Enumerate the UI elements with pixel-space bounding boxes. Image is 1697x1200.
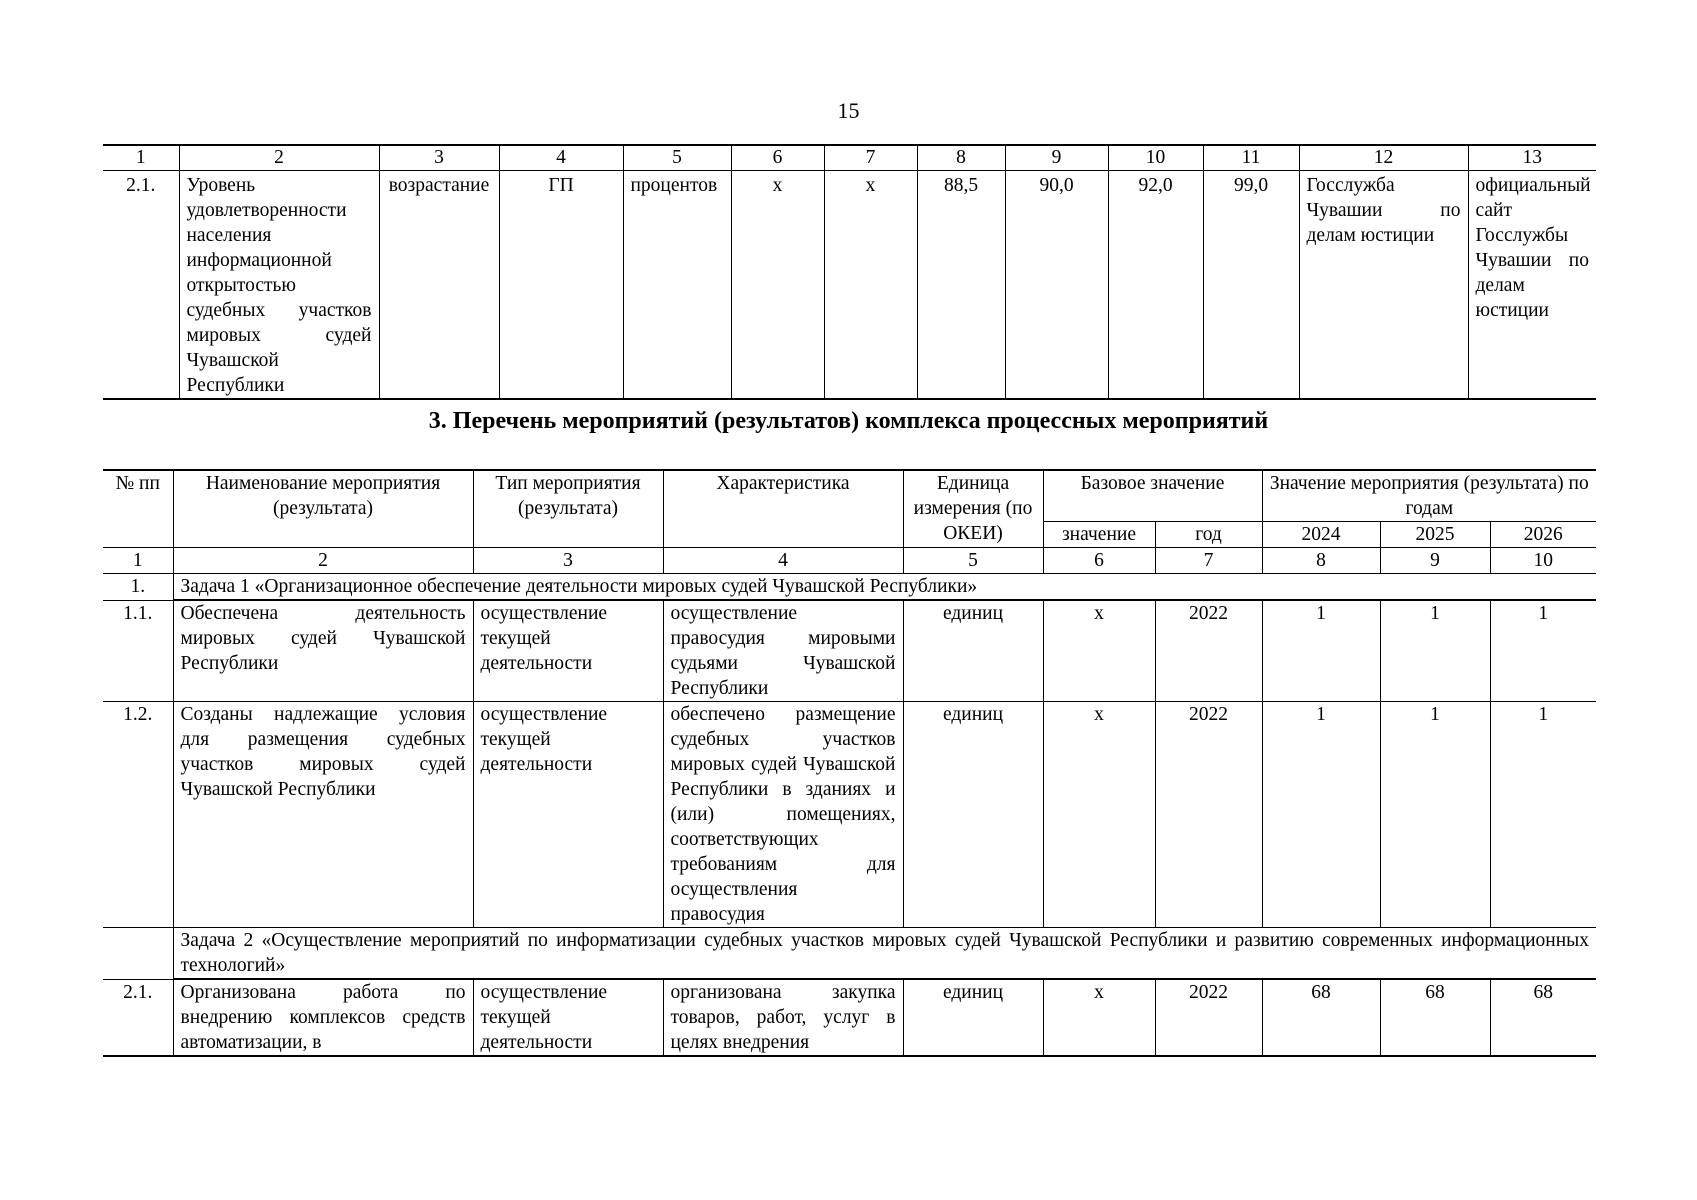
task-number — [103, 928, 173, 980]
cell-value: 99,0 — [1203, 171, 1299, 400]
column-number: 10 — [1490, 548, 1596, 574]
section-title: 3. Перечень мероприятий (результатов) комплекса процессных мероприятий — [428, 408, 1269, 434]
measures-table — [103, 469, 1596, 1057]
indicator-name: Уровень удовлетворенности населения информационной открытостью судебных участков мировых судей Чувашской Республики — [179, 171, 379, 400]
header-year-2025: 2025 — [1380, 522, 1490, 548]
column-number: 3 — [379, 145, 499, 171]
information-source: официальный сайт Госслужбы Чувашии по делам юстиции — [1468, 171, 1596, 400]
column-number: 4 — [663, 548, 903, 574]
table-row — [103, 171, 1596, 400]
header-num: № пп — [103, 470, 173, 548]
measure-name: Обеспечена деятельность мировых судей Чувашской Республики — [173, 600, 473, 702]
responsible-body: Госслужба Чувашии по делам юстиции — [1299, 171, 1468, 400]
header-year-2024: 2024 — [1262, 522, 1380, 548]
base-value: х — [1043, 979, 1155, 1056]
cell-value: 88,5 — [917, 171, 1005, 400]
measure-unit: единиц — [903, 979, 1043, 1056]
row-number: 2.1. — [103, 979, 173, 1056]
table-row — [103, 979, 1596, 1056]
column-number: 8 — [917, 145, 1005, 171]
value-2026: 1 — [1490, 702, 1596, 928]
column-number: 3 — [473, 548, 663, 574]
header-year-2026: 2026 — [1490, 522, 1596, 548]
cell-value: х — [824, 171, 917, 400]
indicator-trend: возрастание — [379, 171, 499, 400]
measure-characteristic: осуществление правосудия мировыми судьями Чувашской Республики — [663, 600, 903, 702]
page-number: 15 — [837, 98, 860, 123]
task-title: Задача 1 «Организационное обеспечение деятельности мировых судей Чувашской Республики» — [173, 574, 1596, 601]
cell-value: 92,0 — [1108, 171, 1203, 400]
value-2025: 1 — [1380, 702, 1490, 928]
measure-characteristic: обеспечено размещение судебных участков мировых судей Чувашской Республики в зданиях и (или) помещениях, соответствующих требованиям для осуществления правосудия — [663, 702, 903, 928]
base-year: 2022 — [1155, 702, 1262, 928]
column-number: 2 — [179, 145, 379, 171]
base-year: 2022 — [1155, 600, 1262, 702]
column-number: 5 — [903, 548, 1043, 574]
column-number: 10 — [1108, 145, 1203, 171]
indicator-unit: процентов — [623, 171, 731, 400]
column-number: 9 — [1005, 145, 1108, 171]
cell-value: 90,0 — [1005, 171, 1108, 400]
task-number: 1. — [103, 574, 173, 601]
task-row — [103, 928, 1596, 980]
base-value: х — [1043, 600, 1155, 702]
value-2024: 1 — [1262, 702, 1380, 928]
header-row — [103, 470, 1596, 522]
column-number: 4 — [499, 145, 623, 171]
value-2024: 1 — [1262, 600, 1380, 702]
value-2026: 68 — [1490, 979, 1596, 1056]
column-number: 7 — [824, 145, 917, 171]
column-number: 5 — [623, 145, 731, 171]
measure-type: осуществление текущей деятельности — [473, 979, 663, 1056]
column-number-row — [103, 145, 1596, 171]
task-title: Задача 2 «Осуществление мероприятий по информатизации судебных участков мировых судей Чувашской Республики и развитию современных информационных технологий» — [173, 928, 1596, 980]
row-number: 1.1. — [103, 600, 173, 702]
header-base: Базовое значение — [1043, 470, 1262, 522]
value-2025: 68 — [1380, 979, 1490, 1056]
table-row — [103, 600, 1596, 702]
header-unit: Единица измерения (по ОКЕИ) — [903, 470, 1043, 548]
header-type: Тип мероприятия (результата) — [473, 470, 663, 548]
measure-unit: единиц — [903, 600, 1043, 702]
header-name: Наименование мероприятия (результата) — [173, 470, 473, 548]
value-2024: 68 — [1262, 979, 1380, 1056]
cell-value: х — [731, 171, 824, 400]
base-year: 2022 — [1155, 979, 1262, 1056]
column-number-row — [103, 548, 1596, 574]
column-number: 6 — [1043, 548, 1155, 574]
indicators-table-continuation — [103, 144, 1596, 400]
measure-unit: единиц — [903, 702, 1043, 928]
task-row — [103, 574, 1596, 601]
column-number: 1 — [103, 548, 173, 574]
column-number: 13 — [1468, 145, 1596, 171]
indicator-level: ГП — [499, 171, 623, 400]
column-number: 7 — [1155, 548, 1262, 574]
measure-characteristic: организована закупка товаров, работ, услуг в целях внедрения — [663, 979, 903, 1056]
value-2026: 1 — [1490, 600, 1596, 702]
measure-name: Созданы надлежащие условия для размещения судебных участков мировых судей Чувашской Республики — [173, 702, 473, 928]
header-base-value: значение — [1043, 522, 1155, 548]
table-row — [103, 702, 1596, 928]
column-number: 2 — [173, 548, 473, 574]
header-base-year: год — [1155, 522, 1262, 548]
row-number: 1.2. — [103, 702, 173, 928]
column-number: 11 — [1203, 145, 1299, 171]
header-values-by-year: Значение мероприятия (результата) по годам — [1262, 470, 1596, 522]
column-number: 8 — [1262, 548, 1380, 574]
measure-type: осуществление текущей деятельности — [473, 702, 663, 928]
header-characteristic: Характеристика — [663, 470, 903, 548]
column-number: 6 — [731, 145, 824, 171]
base-value: х — [1043, 702, 1155, 928]
column-number: 12 — [1299, 145, 1468, 171]
measure-type: осуществление текущей деятельности — [473, 600, 663, 702]
column-number: 9 — [1380, 548, 1490, 574]
value-2025: 1 — [1380, 600, 1490, 702]
row-number: 2.1. — [103, 171, 179, 400]
column-number: 1 — [103, 145, 179, 171]
measure-name: Организована работа по внедрению комплексов средств автоматизации, в — [173, 979, 473, 1056]
